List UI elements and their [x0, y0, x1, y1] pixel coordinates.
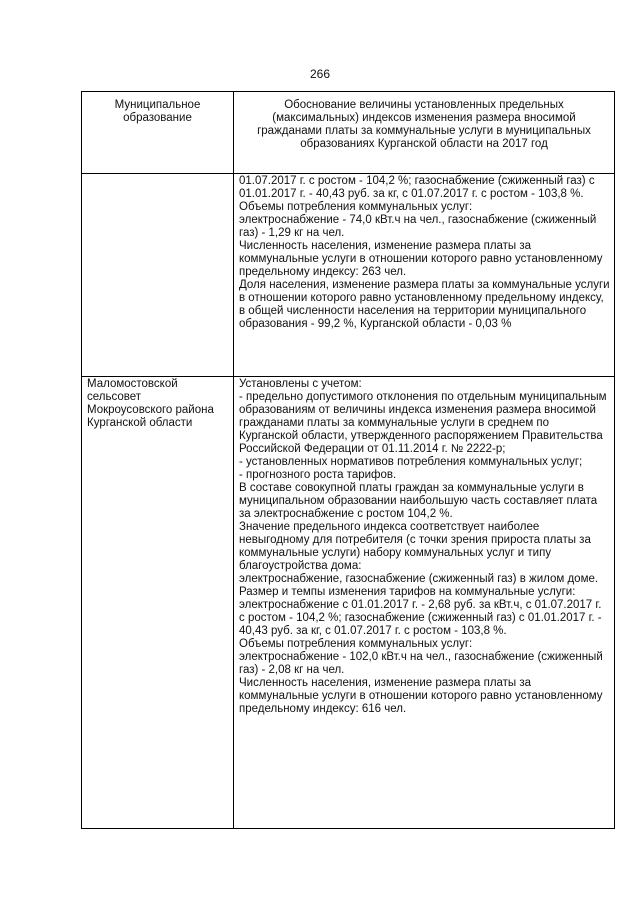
header-justification: Обоснование величины установленных предельных (максимальных) индексов изменения размера вносимой гражданами платы за коммунальные услуги в муниципальных образованиях Курганской области на 2017 год	[234, 92, 615, 174]
row-municipality: Маломостовской сельсовет Мокроусовского района Курганской области	[82, 377, 234, 829]
justification-paragraph: электроснабжение, газоснабжение (сжиженный газ) в жилом доме.	[239, 573, 599, 585]
justification-paragraph: Значение предельного индекса соответствует наиболее невыгодному для потребителя (с точки зрения прироста платы за коммунальные услуги) набору коммунальных услуг и типу благоустройства дома:	[239, 521, 591, 572]
table-row	[82, 377, 615, 829]
justification-paragraph: Установлены с учетом:	[239, 378, 362, 390]
row-municipality	[82, 174, 234, 377]
header-municipality: Муниципальное образование	[82, 92, 234, 174]
justification-paragraph: Численность населения, изменение размера платы за коммунальные услуги в отношении которого равно установленному предельному индексу: 616 чел.	[239, 677, 603, 715]
justification-paragraph: Доля населения, изменение размера платы за коммунальные услуги в отношении которого равно установленному предельному индексу, в общей численности населения на территории муниципального образования - 99,2 %, Курганской области - 0,03 %	[239, 279, 610, 330]
row-justification	[234, 174, 615, 377]
justification-paragraph: Размер и темпы изменения тарифов на коммунальные услуги:	[239, 586, 576, 598]
justification-paragraph: электроснабжение - 74,0 кВт.ч на чел., газоснабжение (сжиженный газ) - 1,29 кг на чел.	[239, 214, 597, 239]
table-row	[82, 174, 615, 377]
justification-paragraph: электроснабжение с 01.01.2017 г. - 2,68 руб. за кВт.ч, с 01.07.2017 г. с ростом - 104,2 %; газоснабжение (сжиженный газ) с 01.01.2017 г. - 40,43 руб. за кг, с 01.07.2017 г. с ростом - 103,8 %.	[239, 599, 602, 637]
table-header-row	[82, 92, 615, 174]
justification-paragraph: В составе совокупной платы граждан за коммунальные услуги в муниципальном образовании наибольшую часть составляет плата за электроснабжение с ростом 104,2 %.	[239, 482, 598, 520]
justification-paragraph: Численность населения, изменение размера платы за коммунальные услуги в отношении которого равно установленному предельному индексу: 263 чел.	[239, 240, 603, 278]
justification-paragraph: Объемы потребления коммунальных услуг:	[239, 638, 473, 650]
justification-paragraph: Объемы потребления коммунальных услуг:	[239, 201, 473, 213]
justification-paragraph: - прогнозного роста тарифов.	[239, 469, 397, 481]
row-justification	[234, 377, 615, 829]
page-number: 266	[309, 67, 331, 81]
justification-paragraph: 01.07.2017 г. с ростом - 104,2 %; газоснабжение (сжиженный газ) с 01.01.2017 г. - 40,43 руб. за кг, с 01.07.2017 г. с ростом - 103,8 %.	[239, 175, 595, 200]
justification-paragraph: электроснабжение - 102,0 кВт.ч на чел., газоснабжение (сжиженный газ) - 2,08 кг на чел.	[239, 651, 603, 676]
justification-paragraph: - предельно допустимого отклонения по отдельным муниципальным образованиям от величины индекса изменения размера вносимой гражданами платы за коммунальные услуги в среднем по Курганской области, утвержденного распоряжением Правительства Российской Федерации от 01.11.2014 г. № 2222-р;	[239, 391, 607, 455]
justification-paragraph: - установленных нормативов потребления коммунальных услуг;	[239, 456, 583, 468]
tariff-table	[81, 91, 615, 829]
